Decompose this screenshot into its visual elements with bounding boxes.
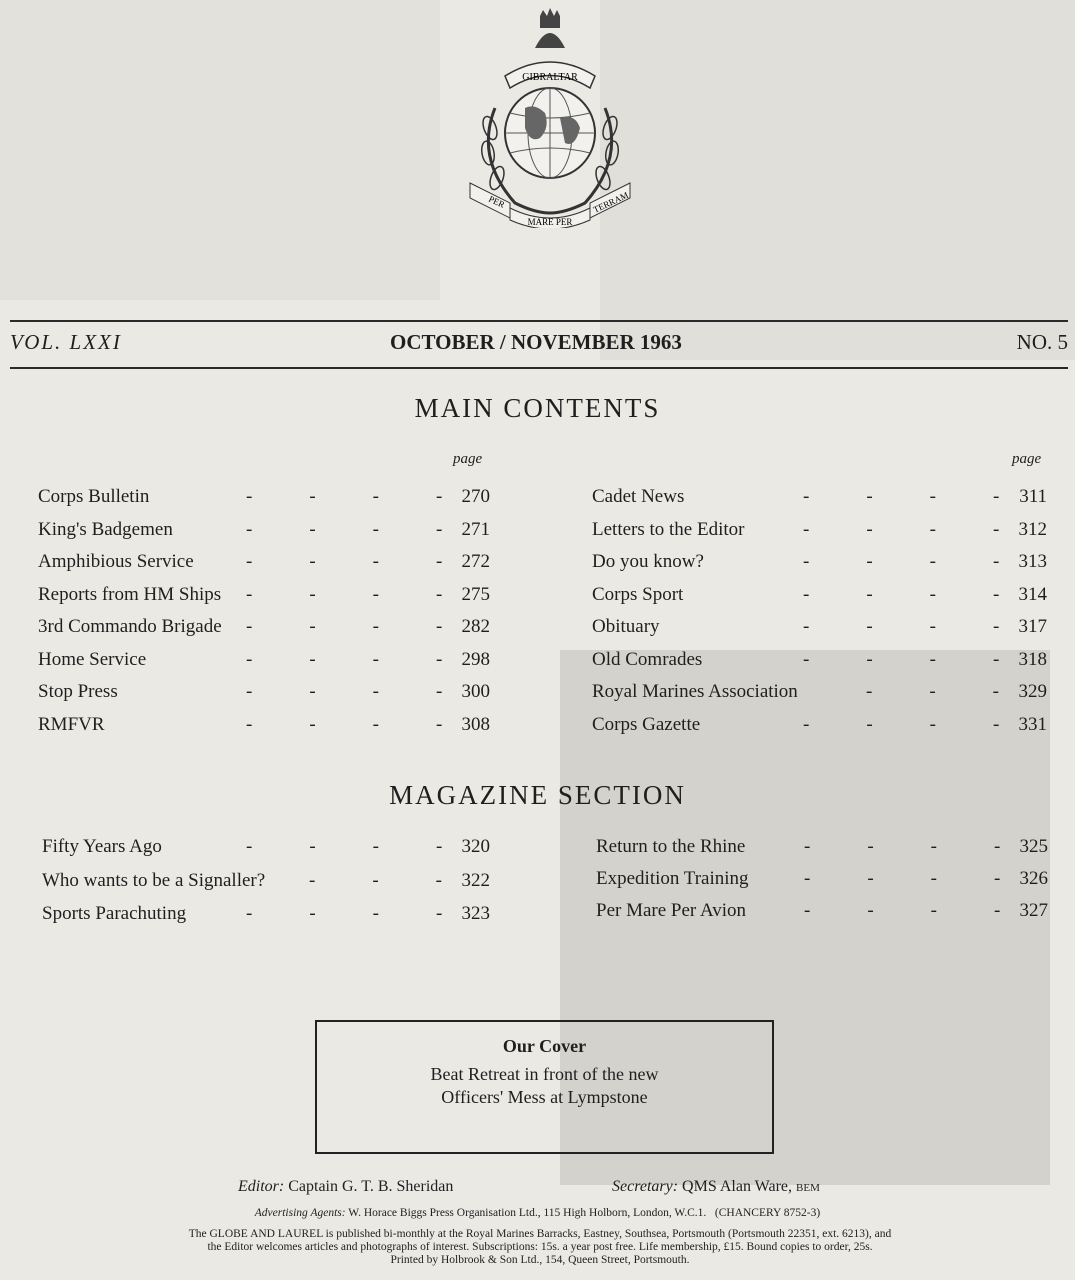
- entry-page-number: 318: [1018, 648, 1047, 670]
- entry-page-number: 317: [1018, 616, 1047, 637]
- entry-page-number: 323: [461, 903, 490, 924]
- leader-dashes: - - - -: [803, 518, 1000, 540]
- leader-dashes: - - -: [309, 869, 442, 891]
- contents-entry: [38, 519, 490, 549]
- entry-title: Home Service: [38, 648, 147, 670]
- entry-title: Cadet News: [592, 486, 685, 507]
- globe-and-laurel-emblem: [455, 8, 645, 228]
- entry-page-number: 298: [461, 648, 490, 670]
- cover-caption-line: Beat Retreat in front of the new: [430, 1064, 659, 1084]
- leader-dashes: - - - -: [246, 486, 443, 507]
- entry-title: Royal Marines Association: [592, 681, 798, 702]
- entry-title: Per Mare Per Avion: [596, 900, 747, 921]
- entry-page-number: 312: [1018, 518, 1047, 540]
- contents-entry: [42, 903, 490, 933]
- contents-entry: [38, 714, 490, 744]
- entry-title: Old Comrades: [592, 648, 703, 670]
- entry-page-number: 320: [461, 836, 490, 857]
- leader-dashes: - - - -: [246, 551, 443, 572]
- leader-dashes: - - - -: [803, 713, 1000, 735]
- leader-dashes: - - - -: [803, 486, 1000, 507]
- secretary-credit: Secretary: QMS Alan Ware, BEM: [612, 1178, 820, 1195]
- contents-entry: [592, 486, 1047, 516]
- page-column-header: page: [1012, 451, 1042, 467]
- issue-number: NO. 5: [1016, 330, 1068, 354]
- contents-entry: [38, 486, 490, 516]
- entry-page-number: 272: [461, 551, 490, 572]
- leader-dashes: - - - -: [246, 836, 443, 857]
- entry-page-number: 270: [461, 486, 490, 507]
- entry-page-number: 275: [461, 583, 490, 605]
- contents-entry: [592, 551, 1047, 581]
- contents-entry: [596, 868, 1048, 898]
- masthead: [10, 330, 1068, 356]
- bottom-rule: [10, 367, 1068, 369]
- background-showthrough: [600, 0, 1075, 360]
- advertising-agents: Advertising Agents: W. Horace Biggs Press Organisation Ltd., 115 High Holborn, London, W.C.1. (CHANCERY 8752-3): [254, 1207, 821, 1219]
- entry-page-number: 311: [1019, 486, 1047, 507]
- leader-dashes: - - - -: [246, 648, 443, 670]
- entry-page-number: 329: [1018, 681, 1047, 702]
- entry-title: Amphibious Service: [38, 551, 194, 572]
- contents-entry: [592, 714, 1047, 744]
- entry-title: Who wants to be a Signaller?: [42, 869, 266, 891]
- contents-entry: [38, 616, 490, 646]
- entry-title: Obituary: [592, 616, 660, 637]
- entry-page-number: 300: [461, 681, 490, 702]
- entry-page-number: 282: [461, 616, 490, 637]
- entry-title: Corps Sport: [592, 583, 684, 605]
- leader-dashes: - - - -: [246, 583, 443, 605]
- entry-title: King's Badgemen: [38, 518, 173, 540]
- background-showthrough: [0, 0, 440, 300]
- top-rule: [10, 320, 1068, 322]
- cover-caption-line: Officers' Mess at Lympstone: [441, 1087, 648, 1107]
- svg-text:PER: PER: [487, 193, 507, 210]
- entry-page-number: 327: [1019, 900, 1048, 921]
- entry-title: Corps Gazette: [592, 713, 701, 735]
- entry-title: Letters to the Editor: [592, 518, 745, 540]
- svg-text:MARE PER: MARE PER: [527, 217, 573, 227]
- contents-entry: [596, 836, 1048, 866]
- magazine-section-title: MAGAZINE SECTION: [389, 780, 686, 810]
- entry-page-number: 326: [1019, 868, 1048, 889]
- entry-title: Fifty Years Ago: [42, 836, 162, 857]
- contents-entry: [592, 616, 1047, 646]
- contents-entry: [38, 681, 490, 711]
- our-cover-box: [315, 1020, 774, 1154]
- publication-footer: The GLOBE AND LAUREL is published bi-monthly at the Royal Marines Barracks, Eastney, Southsea, Portsmouth (Portsmouth 22351, ext. 6213), and the Editor welcomes articles and photographs of interest. Subscriptions: 15s. a year post free. Life membership, £15. Bound copies to order, 25s. Printed by Holbrook & Son Ltd., 154, Queen Street, Portsmouth.: [188, 1228, 892, 1266]
- leader-dashes: - - - -: [804, 868, 1001, 889]
- entry-title: Corps Bulletin: [38, 486, 150, 507]
- leader-dashes: - - - -: [246, 616, 443, 637]
- contents-entry: [596, 900, 1048, 930]
- contents-entry: [38, 584, 490, 614]
- entry-title: 3rd Commando Brigade: [38, 616, 222, 637]
- contents-entry: [38, 551, 490, 581]
- svg-text:GIBRALTAR: GIBRALTAR: [522, 72, 578, 83]
- editor-credit: Editor: Captain G. T. B. Sheridan: [238, 1178, 454, 1195]
- leader-dashes: - - - -: [804, 836, 1001, 857]
- entry-title: Return to the Rhine: [596, 836, 746, 857]
- contents-entry: [592, 584, 1047, 614]
- contents-entry: [42, 870, 490, 900]
- leader-dashes: - - -: [866, 681, 999, 702]
- entry-title: Do you know?: [592, 551, 704, 572]
- entry-page-number: 322: [461, 869, 490, 891]
- entry-title: RMFVR: [38, 713, 105, 735]
- contents-entry: [592, 649, 1047, 679]
- svg-text:TERRAM: TERRAM: [591, 189, 630, 215]
- volume-number: VOL. LXXI: [10, 330, 122, 354]
- page-column-header: page: [453, 451, 483, 467]
- leader-dashes: - - - -: [803, 616, 1000, 637]
- contents-entry: [42, 836, 490, 866]
- leader-dashes: - - - -: [246, 713, 443, 735]
- contents-entry: [592, 681, 1047, 711]
- leader-dashes: - - - -: [803, 648, 1000, 670]
- entry-title: Reports from HM Ships: [38, 583, 222, 605]
- leader-dashes: - - - -: [246, 681, 443, 702]
- entry-page-number: 308: [461, 713, 490, 735]
- leader-dashes: - - - -: [803, 583, 1000, 605]
- cover-heading: Our Cover: [502, 1036, 587, 1056]
- entry-page-number: 325: [1019, 836, 1048, 857]
- contents-entry: [38, 649, 490, 679]
- entry-page-number: 331: [1018, 713, 1047, 735]
- leader-dashes: - - - -: [246, 518, 443, 540]
- entry-title: Sports Parachuting: [42, 903, 187, 924]
- entry-title: Expedition Training: [596, 868, 749, 889]
- entry-page-number: 271: [461, 518, 490, 540]
- entry-title: Stop Press: [38, 681, 118, 702]
- entry-page-number: 313: [1018, 551, 1047, 572]
- entry-page-number: 314: [1018, 583, 1047, 605]
- issue-date: OCTOBER / NOVEMBER 1963: [390, 330, 682, 354]
- leader-dashes: - - - -: [803, 551, 1000, 572]
- main-contents-title: MAIN CONTENTS: [414, 393, 661, 423]
- leader-dashes: - - - -: [804, 900, 1001, 921]
- contents-entry: [592, 519, 1047, 549]
- leader-dashes: - - - -: [246, 903, 443, 924]
